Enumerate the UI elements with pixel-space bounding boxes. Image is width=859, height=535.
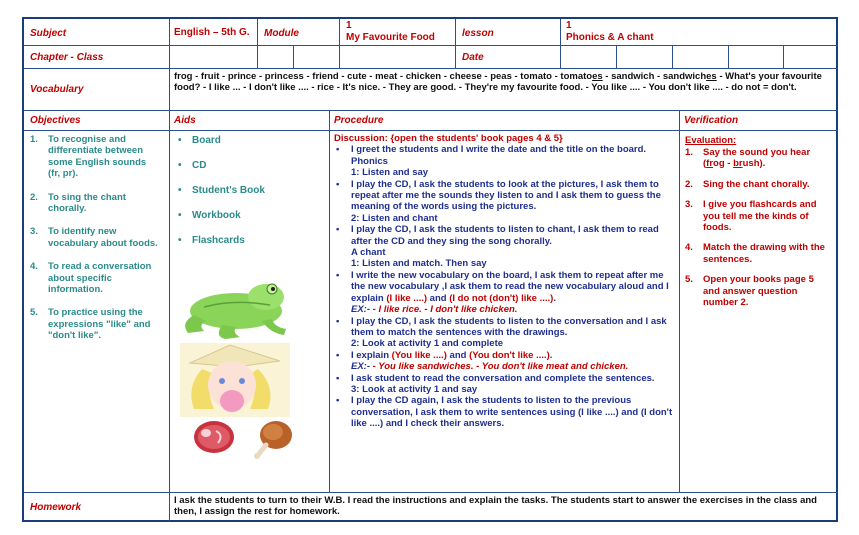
aid-item: • Board	[178, 135, 221, 146]
aid-item: • Student's Book	[178, 185, 265, 196]
procedure-text: I write the new vocabulary on the board, I ask them to repeat after me the new vocabulary ,I ask them to read the new vocabulary aloud and I explain	[351, 269, 669, 304]
chicken-leg-image	[252, 413, 298, 459]
empty-cell	[784, 46, 838, 69]
objective-text: To recognise and differentiate between some English sounds (fr, pr).	[48, 134, 147, 180]
procedure-text: .	[553, 292, 556, 304]
evaluation-text: Sing the chant chorally.	[703, 178, 810, 190]
example-text: - I like rice. - I don't like chicken.	[372, 304, 518, 316]
empty-cell	[340, 46, 456, 69]
evaluation-text: Match the drawing with the sentences.	[703, 242, 825, 265]
procedure-step: • I play the CD, I ask the students to listen to chant, I ask them to read after the CD and they sing the song chorally.	[334, 224, 674, 247]
procedure-highlight: (I do not (don't) like ....)	[449, 292, 554, 304]
procedure-step	[334, 350, 674, 361]
lesson-number: 1	[566, 20, 572, 31]
procedure-step	[334, 270, 674, 304]
empty-cell	[258, 46, 294, 69]
objective-number: 4.	[30, 261, 38, 273]
procedure-subheading: Phonics	[351, 155, 388, 167]
procedure-highlight: (You like ....)	[391, 349, 447, 361]
princess-image	[180, 343, 290, 417]
evaluation-number: 5.	[685, 274, 693, 286]
procedure-highlight: (I like ....)	[386, 292, 428, 304]
aid-label: Student's Book	[192, 185, 265, 196]
evaluation-number: 1.	[685, 147, 693, 158]
aids-cell	[170, 131, 330, 493]
objective-item	[30, 134, 160, 180]
empty-cell	[170, 46, 258, 69]
date-label: Date	[462, 52, 484, 63]
objective-number: 2.	[30, 191, 38, 203]
evaluation-item	[685, 199, 833, 233]
module-label: Module	[264, 28, 299, 39]
aid-item: • Flashcards	[178, 235, 245, 246]
subject-value-cell	[170, 19, 258, 46]
procedure-example	[334, 304, 674, 315]
evaluation-text: Open your books page 5 and answer question number 2.	[703, 274, 814, 309]
aids-header: Aids	[174, 115, 196, 126]
example-label: EX:-	[351, 361, 373, 373]
objective-text: To read a conversation about specific information.	[48, 261, 152, 296]
aid-item: • CD	[178, 160, 207, 171]
example-text: - You like sandwiches. - You don't like meat and chicken.	[372, 361, 629, 373]
evaluation-item	[685, 274, 833, 308]
evaluation-number: 2.	[685, 178, 693, 190]
module-value-cell	[340, 19, 456, 46]
evaluation-number: 4.	[685, 242, 693, 254]
procedure-subheading: 2: Look at activity 1 and complete	[351, 338, 504, 350]
procedure-step: • I play the CD, I ask the students to look at the pictures, I ask them to repeat after me the sounds they listen to and I ask them to guess the meaning of the words using the pictures.	[334, 179, 674, 213]
procedure-step: • I greet the students and I write the date and the title on the board.	[334, 144, 674, 155]
chapter-label-cell	[24, 46, 170, 69]
lesson-label-cell	[456, 19, 561, 46]
homework-label: Homework	[30, 502, 82, 513]
verification-cell	[680, 131, 838, 493]
evaluation-sound: fr	[706, 158, 714, 170]
procedure-content	[334, 133, 674, 430]
example-label: EX:-	[351, 304, 373, 316]
vocabulary-text-part: - sandwich - sandwich	[602, 71, 707, 82]
aids-header-cell	[170, 111, 330, 131]
vocabulary-text-part: frog - fruit - prince - princess - friend - cute - meat - chicken - cheese - peas - tomato - tomato	[174, 71, 593, 82]
objective-text: To sing the chant chorally.	[48, 191, 126, 215]
homework-value-cell	[170, 493, 838, 522]
procedure-subheading: 1: Listen and say	[351, 167, 429, 179]
evaluation-text: Say the sound you hear (	[703, 147, 811, 170]
procedure-step: • I ask student to read the conversation and complete the sentences.	[334, 373, 674, 384]
vocabulary-text	[174, 71, 834, 94]
procedure-subheading: A chant	[351, 247, 386, 259]
evaluation-text: ush).	[742, 158, 766, 170]
aid-label: Board	[192, 135, 221, 146]
procedure-text: and	[446, 349, 470, 361]
objective-item	[30, 307, 160, 341]
objectives-list	[30, 134, 160, 342]
frog-image	[174, 271, 294, 341]
evaluation-item	[685, 242, 833, 265]
empty-cell	[617, 46, 673, 69]
lesson-label: lesson	[462, 28, 494, 39]
objectives-header: Objectives	[30, 115, 81, 126]
module-value: My Favourite Food	[346, 32, 435, 43]
subject-value: English – 5th G.	[174, 27, 250, 38]
procedure-text: .	[549, 349, 553, 361]
verification-header-cell	[680, 111, 838, 131]
aid-item: • Workbook	[178, 210, 241, 221]
evaluation-number: 3.	[685, 199, 693, 211]
lesson-value: Phonics & A chant	[566, 32, 654, 43]
lesson-plan-table	[22, 17, 838, 522]
procedure-subheading: 2: Listen and chant	[351, 212, 438, 224]
vocabulary-es-underline: es	[706, 71, 717, 82]
empty-cell	[561, 46, 617, 69]
evaluation-text: I give you flashcards and you tell me the kinds of foods.	[703, 199, 817, 234]
objective-number: 1.	[30, 134, 38, 145]
evaluation-sound: br	[733, 158, 743, 170]
evaluation-item	[685, 147, 833, 170]
procedure-subheading: 3: Look at activity 1 and say	[351, 383, 478, 395]
objectives-cell	[24, 131, 170, 493]
procedure-step: • I play the CD, I ask the students to listen to the conversation and I ask them to match the sentences with the drawings.	[334, 316, 674, 339]
objective-item	[30, 226, 160, 249]
aids-list	[176, 135, 326, 260]
procedure-subheading: 1: Listen and match. Then say	[351, 258, 487, 270]
objectives-header-cell	[24, 111, 170, 131]
procedure-highlight: (You don't like ....)	[469, 349, 550, 361]
evaluation-heading: Evaluation:	[685, 135, 737, 146]
objective-number: 5.	[30, 307, 38, 319]
empty-cell	[673, 46, 729, 69]
procedure-cell	[330, 131, 680, 493]
verification-header: Verification	[684, 115, 739, 126]
aid-label: CD	[192, 160, 207, 171]
evaluation-list	[685, 147, 833, 317]
vocabulary-es-underline: es	[592, 71, 603, 82]
homework-label-cell	[24, 493, 170, 522]
procedure-discussion: Discussion: {open the students' book pages 4 & 5}	[334, 133, 563, 144]
subject-label-cell	[24, 19, 170, 46]
objective-text: To practice using the expressions "like" and "don't like".	[48, 307, 151, 342]
vocabulary-value-cell	[170, 69, 838, 111]
procedure-step: • I play the CD again, I ask the students to listen to the previous conversation, I ask them to write sentences using (I like ....) and (I don't like ....) and I check their answers.	[334, 395, 674, 429]
evaluation-text: og -	[713, 158, 734, 170]
empty-cell	[729, 46, 784, 69]
vocabulary-text-part: - What's your favourite food? - I like ... - I don't like .... - rice - It's nice. - They are good. - They're my favourite food. - You like .... - You don't like .... - do not = don't.	[174, 71, 822, 94]
objective-item	[30, 261, 160, 295]
objective-item	[30, 192, 160, 215]
procedure-header-cell	[330, 111, 680, 131]
module-number: 1	[346, 20, 352, 31]
lesson-value-cell	[561, 19, 838, 46]
procedure-text: and	[427, 292, 450, 304]
empty-cell	[294, 46, 340, 69]
procedure-text: I explain	[351, 349, 392, 361]
procedure-header: Procedure	[334, 115, 384, 126]
module-label-cell	[258, 19, 340, 46]
subject-label: Subject	[30, 28, 67, 39]
meat-image	[192, 417, 236, 457]
evaluation-item	[685, 179, 833, 190]
objective-text: To identify new vocabulary about foods.	[48, 226, 158, 249]
vocabulary-label-cell	[24, 69, 170, 111]
chapter-class-label: Chapter - Class	[30, 52, 104, 63]
aid-label: Flashcards	[192, 235, 245, 246]
homework-text: I ask the students to turn to their W.B. I read the instructions and explain the tasks. The students start to answer the exercises in the class and then, I assign the rest for homework.	[174, 495, 817, 518]
aid-label: Workbook	[192, 210, 241, 221]
vocabulary-label: Vocabulary	[30, 84, 84, 95]
date-label-cell	[456, 46, 561, 69]
objective-number: 3.	[30, 226, 38, 238]
procedure-example	[334, 361, 674, 372]
